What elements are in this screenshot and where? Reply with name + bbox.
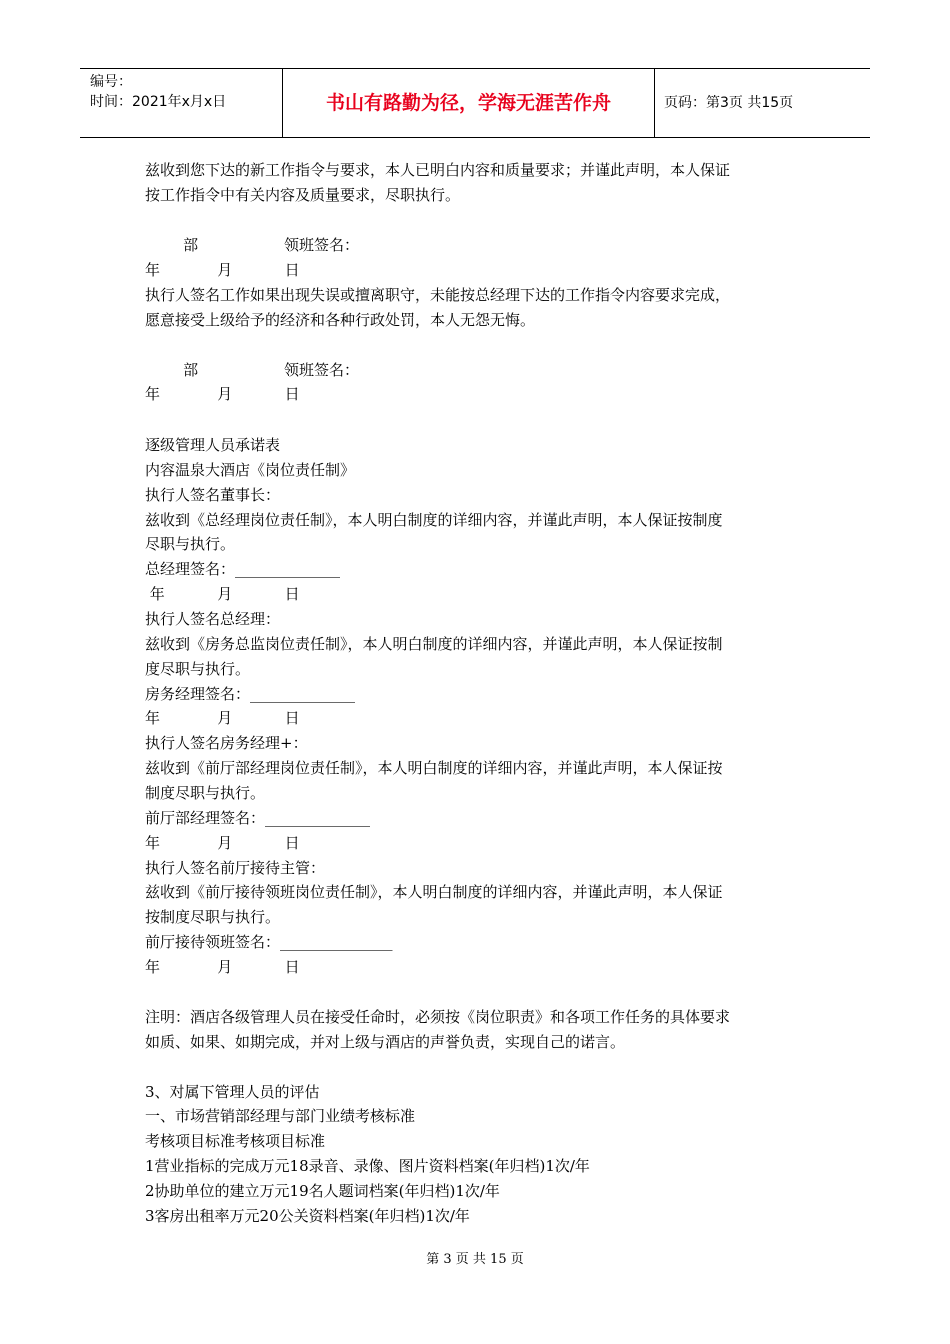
signature-line: 总经理签名：______________ xyxy=(145,560,341,578)
body-line: 兹收到《前厅接待领班岗位责任制》，本人明白制度的详细内容，并谨此声明，本人保证 xyxy=(145,883,723,901)
signature-line: 部 领班签名： xyxy=(145,361,359,379)
body-line: 尽职与执行。 xyxy=(145,535,236,553)
body-line: 愿意接受上级给予的经济和各种行政处罚，本人无怨无悔。 xyxy=(145,311,536,329)
signature-line: 前厅接待领班签名：_______________ xyxy=(145,933,393,951)
document-number-label: 编号： xyxy=(90,74,132,90)
note-line: 如质、如果、如期完成，并对上级与酒店的声誉负责，实现自己的诺言。 xyxy=(145,1033,626,1051)
header-motto: 书山有路勤为径，学海无涯苦作舟 xyxy=(283,69,655,137)
body-line: 执行人签名工作如果出现失误或擅离职守，未能按总经理下达的工作指令内容要求完成， xyxy=(145,286,731,304)
signature-line: 部 领班签名： xyxy=(145,236,359,254)
list-item: 1营业指标的完成万元18录音、录像、图片资料档案(年归档)1次/年 xyxy=(145,1157,590,1175)
page-header xyxy=(80,68,870,138)
body-line: 兹收到《房务总监岗位责任制》，本人明白制度的详细内容，并谨此声明，本人保证按制 xyxy=(145,635,723,653)
date-line: 年 月 日 xyxy=(145,385,300,403)
table-header-line: 考核项目标准考核项目标准 xyxy=(145,1132,326,1150)
signature-line: 房务经理签名：______________ xyxy=(145,685,356,703)
signature-line: 前厅部经理签名：______________ xyxy=(145,809,371,827)
body-line: 执行人签名前厅接待主管： xyxy=(145,859,326,877)
section-heading: 一、市场营销部经理与部门业绩考核标准 xyxy=(145,1107,416,1125)
body-line: 兹收到《总经理岗位责任制》，本人明白制度的详细内容，并谨此声明，本人保证按制度 xyxy=(145,511,723,529)
body-line: 度尽职与执行。 xyxy=(145,660,251,678)
header-page-info: 页码：第3页 共15页 xyxy=(664,95,794,111)
list-item: 3客房出租率万元20公关资料档案(年归档)1次/年 xyxy=(145,1207,470,1225)
date-line: 年 月 日 xyxy=(145,709,300,727)
body-line: 按制度尽职与执行。 xyxy=(145,908,281,926)
section-heading: 3、对属下管理人员的评估 xyxy=(145,1083,320,1101)
date-line: 年 月 日 xyxy=(145,585,300,603)
header-meta-cell xyxy=(80,69,283,137)
list-item: 2协助单位的建立万元19名人题词档案(年归档)1次/年 xyxy=(145,1182,500,1200)
section-title: 逐级管理人员承诺表 xyxy=(145,436,281,454)
date-line: 年 月 日 xyxy=(145,958,300,976)
body-line: 执行人签名董事长： xyxy=(145,486,281,504)
body-line: 执行人签名房务经理+： xyxy=(145,734,308,752)
body-line: 兹收到您下达的新工作指令与要求，本人已明白内容和质量要求；并谨此声明，本人保证 xyxy=(145,161,731,179)
body-line: 执行人签名总经理： xyxy=(145,610,281,628)
note-line: 注明：酒店各级管理人员在接受任命时，必须按《岗位职责》和各项工作任务的具体要求 xyxy=(145,1008,731,1026)
date-line: 年 月 日 xyxy=(145,261,300,279)
body-line: 内容温泉大酒店《岗位责任制》 xyxy=(145,461,356,479)
body-line: 制度尽职与执行。 xyxy=(145,784,266,802)
date-line: 年 月 日 xyxy=(145,834,300,852)
page-footer: 第 3 页 共 15 页 xyxy=(426,1252,524,1267)
body-line: 兹收到《前厅部经理岗位责任制》，本人明白制度的详细内容，并谨此声明，本人保证按 xyxy=(145,759,723,777)
document-date: 时间：2021年x月x日 xyxy=(90,94,227,110)
body-line: 按工作指令中有关内容及质量要求，尽职执行。 xyxy=(145,186,461,204)
